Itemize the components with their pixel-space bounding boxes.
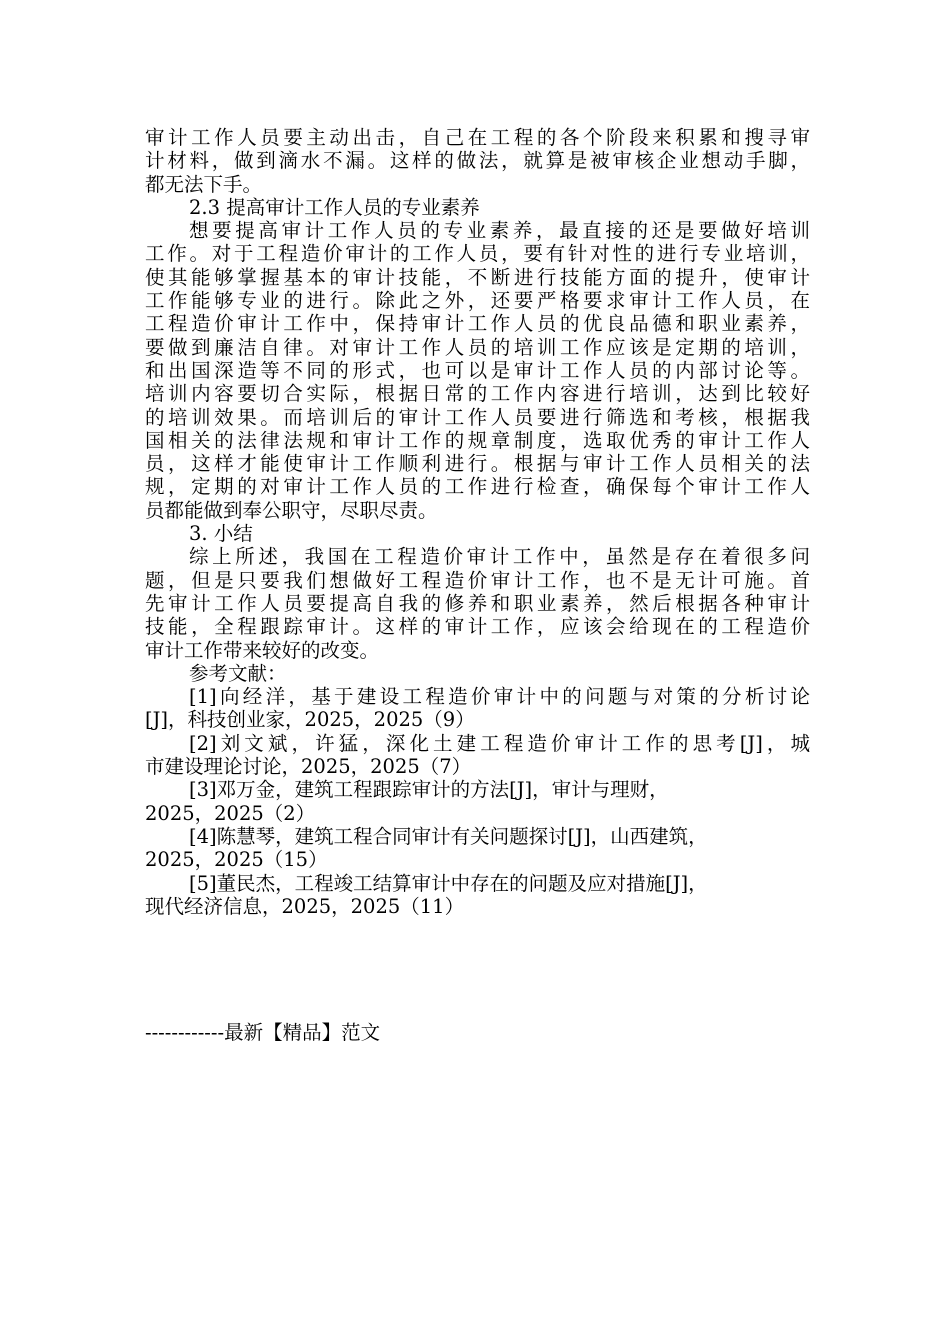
text-line: 都无法下手。 [145,172,263,196]
text-line: 工作。对于工程造价审计的工作人员，要有针对性的进行专业培训， [145,242,810,266]
text-line: 2.3 提高审计工作人员的专业素养 [189,195,480,219]
text-line: 员，这样才能使审计工作顺利进行。根据与审计工作人员相关的法 [145,452,810,476]
text-line: [J]，科技创业家，2025，2025（9） [145,708,475,732]
text-line: 规，定期的对审计工作人员的工作进行检查，确保每个审计工作人 [145,475,810,499]
text-line: 要做到廉洁自律。对审计工作人员的培训工作应该是定期的培训， [145,335,810,359]
footer-label: ------------最新【精品】范文 [145,1021,381,1044]
text-line: [3]邓万金，建筑工程跟踪审计的方法[J]，审计与理财， [189,778,669,802]
text-line: 的培训效果。而培训后的审计工作人员要进行筛选和考核，根据我 [145,405,810,429]
text-line: 参考文献： [189,661,287,685]
text-line: 现代经济信息，2025，2025（11） [145,894,465,918]
text-line: 工程造价审计工作中，保持审计工作人员的优良品德和职业素养， [145,312,810,336]
text-line: 先审计工作人员要提高自我的修养和职业素养，然后根据各种审计 [145,591,810,615]
text-line: [4]陈慧琴，建筑工程合同审计有关问题探讨[J]，山西建筑， [189,824,708,848]
text-line: 3. 小结 [189,522,253,546]
text-line: 2025，2025（2） [145,801,316,825]
text-line: 和出国深造等不同的形式，也可以是审计工作人员的内部讨论等。 [145,358,810,382]
text-line: [5]董民杰，工程竣工结算审计中存在的问题及应对措施[J]， [189,871,708,895]
text-line: 综上所述，我国在工程造价审计工作中，虽然是存在着很多问 [189,545,810,569]
text-line: 培训内容要切合实际，根据日常的工作内容进行培训，达到比较好 [145,382,810,406]
text-line: 技能，全程跟踪审计。这样的审计工作，应该会给现在的工程造价 [145,615,810,639]
text-line: 想要提高审计工作人员的专业素养，最直接的还是要做好培训 [189,219,810,243]
document-body [145,126,810,918]
text-line: 计材料，做到滴水不漏。这样的做法，就算是被审核企业想动手脚， [145,149,810,173]
text-line: 审计工作人员要主动出击，自己在工程的各个阶段来积累和搜寻审 [145,126,810,149]
text-line: 题，但是只要我们想做好工程造价审计工作，也不是无计可施。首 [145,568,810,592]
text-line: 国相关的法律法规和审计工作的规章制度，选取优秀的审计工作人 [145,428,810,452]
text-line: 审计工作带来较好的改变。 [145,638,380,662]
text-line: [2]刘文斌，许猛，深化土建工程造价审计工作的思考[J]，城 [189,731,810,755]
text-line: 工作能够专业的进行。除此之外，还要严格要求审计工作人员，在 [145,289,810,313]
text-line: [1]向经洋，基于建设工程造价审计中的问题与对策的分析讨论 [189,685,810,709]
text-line: 市建设理论讨论，2025，2025（7） [145,755,472,779]
text-line: 2025，2025（15） [145,848,328,872]
text-line: 使其能够掌握基本的审计技能，不断进行技能方面的提升，使审计 [145,265,810,289]
text-line: 员都能做到奉公职守，尽职尽责。 [145,498,438,522]
